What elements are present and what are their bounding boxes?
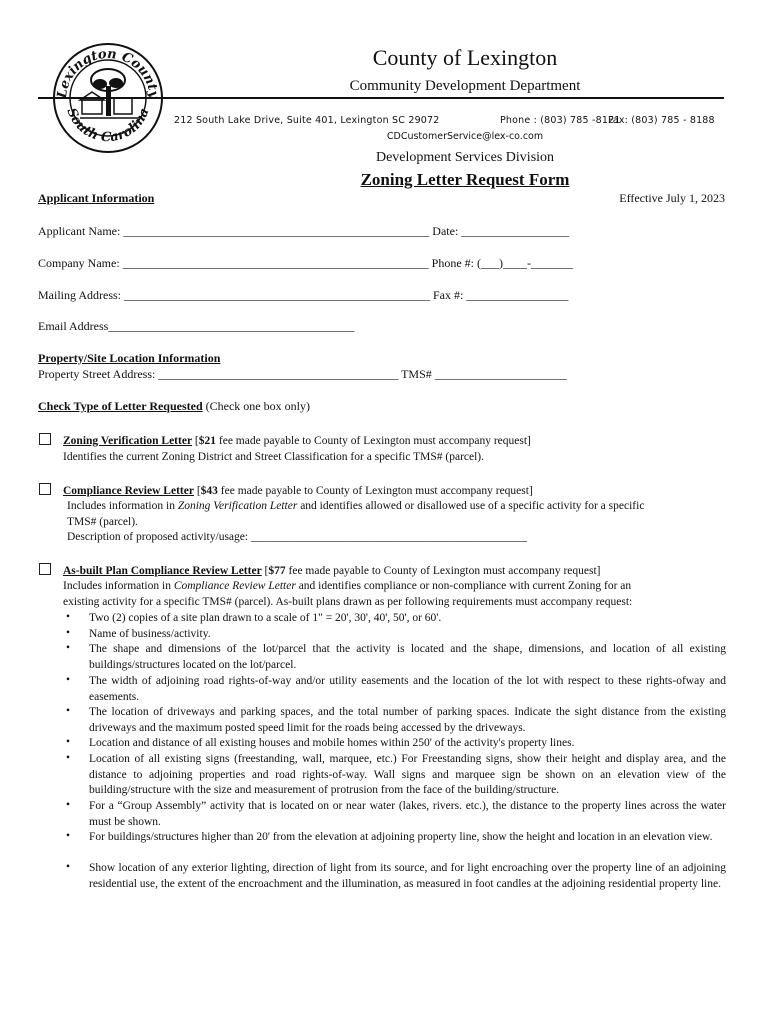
department-name: Community Development Department [349, 78, 581, 94]
zoning-verification-title-line: Zoning Verification Letter [$21 fee made payable to County of Lexington must accompany request] [63, 435, 531, 447]
office-address: 212 South Lake Drive, Suite 401, Lexington SC 29072 [174, 115, 440, 126]
list-item: Location of all existing signs (freestanding, wall, marquee, etc.) For Freestanding signs, show their height and display area, and the distance to adjoining properties and road rights-of-way. Wall signs and marquee sign be shown on an elevation view of the building/structure with the size and measurement of protrusion from the face of the building/structure. [89, 753, 726, 797]
mailing-address-field[interactable]: Mailing Address: ___________________________________________________ Fax #: _________________ [38, 288, 569, 302]
property-heading: Property/Site Location Information [38, 351, 221, 365]
asbuilt-review-desc-2: existing activity for a specific TMS# (parcel). As-built plans drawn as per following requirements must accompany request: [63, 596, 633, 608]
email-address-field[interactable]: Email Address_________________________________________ [38, 319, 355, 333]
office-email[interactable]: CDCustomerService@lex-co.com [386, 131, 544, 142]
svg-text:South Carolina: South Carolina [63, 106, 153, 146]
asbuilt-review-checkbox[interactable] [39, 563, 51, 575]
letter-type-heading [38, 399, 310, 414]
zoning-verification-checkbox[interactable] [39, 433, 51, 445]
form-title: Zoning Letter Request Form [360, 170, 570, 189]
list-item: Two (2) copies of a site plan drawn to a scale of 1" = 20', 30', 40', 50', or 60'. [89, 612, 442, 624]
list-item: For a “Group Assembly” activity that is located on or near water (lakes, rivers. etc.), the distance to the property lines across the water must be shown. [89, 800, 726, 828]
letter-type-title: Check Type of Letter Requested [38, 399, 203, 413]
letter-type-note: (Check one box only) [205, 399, 310, 413]
option-fee: $43 [200, 485, 218, 497]
compliance-review-title-line: Compliance Review Letter [$43 fee made payable to County of Lexington must accompany request] [63, 485, 533, 497]
division-name: Development Services Division [375, 150, 555, 165]
list-item: Show location of any exterior lighting, direction of light from its source, and for light encroaching over the property line of an adjoining residential use, the extent of the encroachment and the illumination, as measured in foot candles at the adjoining residential property line. [89, 862, 726, 890]
option-title: Zoning Verification Letter [63, 435, 193, 447]
property-address-field[interactable]: Property Street Address: ________________________________________ TMS# ______________________ [38, 367, 567, 381]
option-title: As-built Plan Compliance Review Letter [63, 565, 262, 577]
list-item: Location and distance of all existing houses and mobile homes within 250' of the activity's property lines. [89, 737, 575, 749]
svg-text:Lexington County: Lexington County [54, 46, 162, 100]
applicant-name-field[interactable]: Applicant Name: ___________________________________________________ Date: __________________ [38, 224, 570, 238]
list-item: The width of adjoining road rights-of-way and/or utility easements and the location of the lot with respect to these rights-ofway and easements. [89, 675, 726, 703]
zoning-verification-desc: Identifies the current Zoning District and Street Classification for a specific TMS# (parcel). [63, 451, 485, 463]
county-title: County of Lexington [372, 45, 558, 70]
asbuilt-review-desc: Includes information in Compliance Review Letter and identifies compliance or non-compliance with current Zoning for an [63, 580, 632, 592]
list-item: For buildings/structures higher than 20' from the elevation at adjoining property line, show the height and location in an elevation view. [89, 831, 713, 843]
header-divider [38, 97, 724, 99]
option-fee: $77 [268, 565, 286, 577]
compliance-review-checkbox[interactable] [39, 483, 51, 495]
compliance-review-desc: Includes information in Zoning Verification Letter and identifies allowed or disallowed use of a specific activity for a specific [67, 500, 645, 512]
applicant-heading: Applicant Information [38, 191, 155, 205]
compliance-review-desc-2: TMS# (parcel). [67, 516, 138, 528]
office-phone: Phone : (803) 785 -8121 [500, 115, 621, 126]
office-fax: Fax: (803) 785 - 8188 [608, 115, 715, 126]
list-item: Name of business/activity. [89, 628, 211, 640]
list-item: The location of driveways and parking spaces, and the total number of parking spaces. Indicate the sight distance from the existing driveways and the maximum posted speed limit for the roads being accessed by the driveways. [89, 706, 726, 734]
list-item: The shape and dimensions of the lot/parcel that the activity is located and the shape, dimensions, and location of all existing buildings/structures located on the lot/parcel. [89, 643, 726, 671]
option-fee: $21 [198, 435, 217, 447]
option-title: Compliance Review Letter [63, 485, 194, 497]
effective-date: Effective July 1, 2023 [619, 191, 725, 205]
asbuilt-review-title-line: As-built Plan Compliance Review Letter [$77 fee made payable to County of Lexington must accompany request] [63, 565, 601, 577]
company-name-field[interactable]: Company Name: ___________________________________________________ Phone #: (___)____-_______ [38, 256, 573, 270]
proposed-activity-field[interactable]: Description of proposed activity/usage: ________________________________________________ [67, 531, 527, 543]
